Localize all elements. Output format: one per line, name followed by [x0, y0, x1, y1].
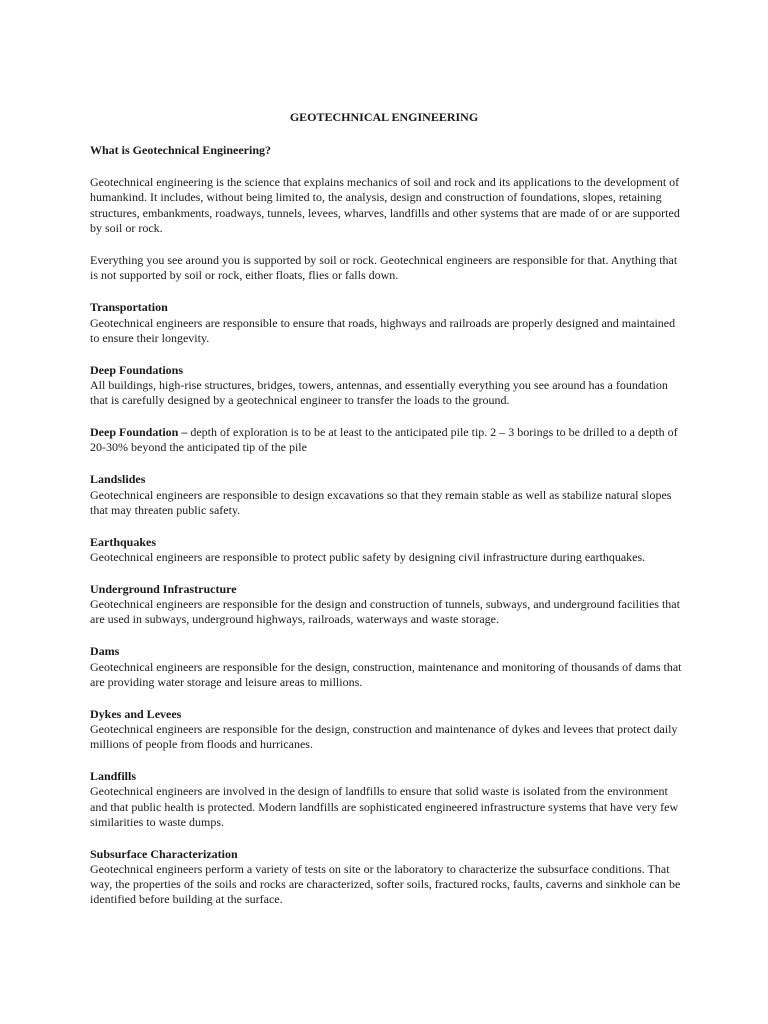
section-heading: Landslides: [90, 472, 146, 487]
section-body: Geotechnical engineers are responsible to design excavations so that they remain stable as well as stabilize natural slopes that may threaten public safety.: [90, 487, 672, 517]
section-heading: Subsurface Characterization: [90, 846, 238, 861]
section-body: Geotechnical engineers are involved in the design of landfills to ensure that solid waste is isolated from the environment and that public health is protected. Modern landfills are sophisticated engineered infrastructure systems that have very few similarities to waste dumps.: [90, 784, 679, 829]
document-body: [90, 143, 682, 924]
section-body: Geotechnical engineers are responsible for the design and construction of tunnels, subways, and underground facilities that are used in subways, underground highways, railroads, waterways and waste storage.: [90, 597, 680, 627]
section-dykes-and-levees: [90, 707, 682, 753]
section-deep-foundations: [90, 363, 682, 409]
intro-paragraph: Geotechnical engineering is the science that explains mechanics of soil and rock and its applications to the development of humankind. It includes, without being limited to, the analysis, design and construction of foundations, slopes, retaining structures, embankments, roadways, tunnels, levees, wharves, landfills and other systems that are made of or are supported by soil or rock.: [90, 175, 680, 235]
section-heading: Underground Infrastructure: [90, 582, 237, 597]
note-label: Deep Foundation –: [90, 425, 188, 440]
section-heading: Deep Foundations: [90, 362, 184, 377]
section-underground-infrastructure: [90, 582, 682, 628]
note-text: depth of exploration is to be at least to the anticipated pile tip. 2 – 3 borings to be drilled to a depth of 20-30% beyond the anticipated tip of the pile: [90, 425, 678, 455]
section-heading: Dams: [90, 644, 120, 659]
section-heading: Transportation: [90, 300, 168, 315]
section-body: Geotechnical engineers perform a variety of tests on site or the laboratory to characterize the subsurface conditions. That way, the properties of the soils and rocks are characterized, softer soils, fractured rocks, faults, caverns and sinkhole can be identified before building at the surface.: [90, 862, 681, 907]
section-earthquakes: [90, 535, 682, 565]
section-subsurface-characterization: [90, 847, 682, 908]
section-heading: Dykes and Levees: [90, 706, 182, 721]
section-landfills: [90, 769, 682, 830]
section-dams: [90, 644, 682, 690]
section-body: All buildings, high-rise structures, bridges, towers, antennas, and essentially everything you see around has a foundation that is carefully designed by a geotechnical engineer to transfer the loads to the ground.: [90, 378, 668, 408]
deep-foundation-note: [90, 425, 682, 455]
section-body: Geotechnical engineers are responsible to ensure that roads, highways and railroads are properly designed and maintained to ensure their longevity.: [90, 315, 676, 345]
section-body: Geotechnical engineers are responsible for the design, construction and maintenance of dykes and levees that protect daily millions of people from floods and hurricanes.: [90, 722, 678, 752]
section-body: Geotechnical engineers are responsible to protect public safety by designing civil infrastructure during earthquakes.: [90, 550, 646, 565]
intro-paragraph: Everything you see around you is supported by soil or rock. Geotechnical engineers are responsible for that. Anything that is not supported by soil or rock, either floats, flies or falls down.: [90, 253, 678, 283]
question-heading: What is Geotechnical Engineering?: [90, 143, 271, 157]
section-landslides: [90, 472, 682, 518]
section-transportation: [90, 300, 682, 346]
document-title: GEOTECHNICAL ENGINEERING: [289, 110, 479, 124]
section-body: Geotechnical engineers are responsible for the design, construction, maintenance and monitoring of thousands of dams that are providing water storage and leisure areas to millions.: [90, 659, 682, 689]
section-heading: Landfills: [90, 769, 137, 784]
section-heading: Earthquakes: [90, 534, 157, 549]
